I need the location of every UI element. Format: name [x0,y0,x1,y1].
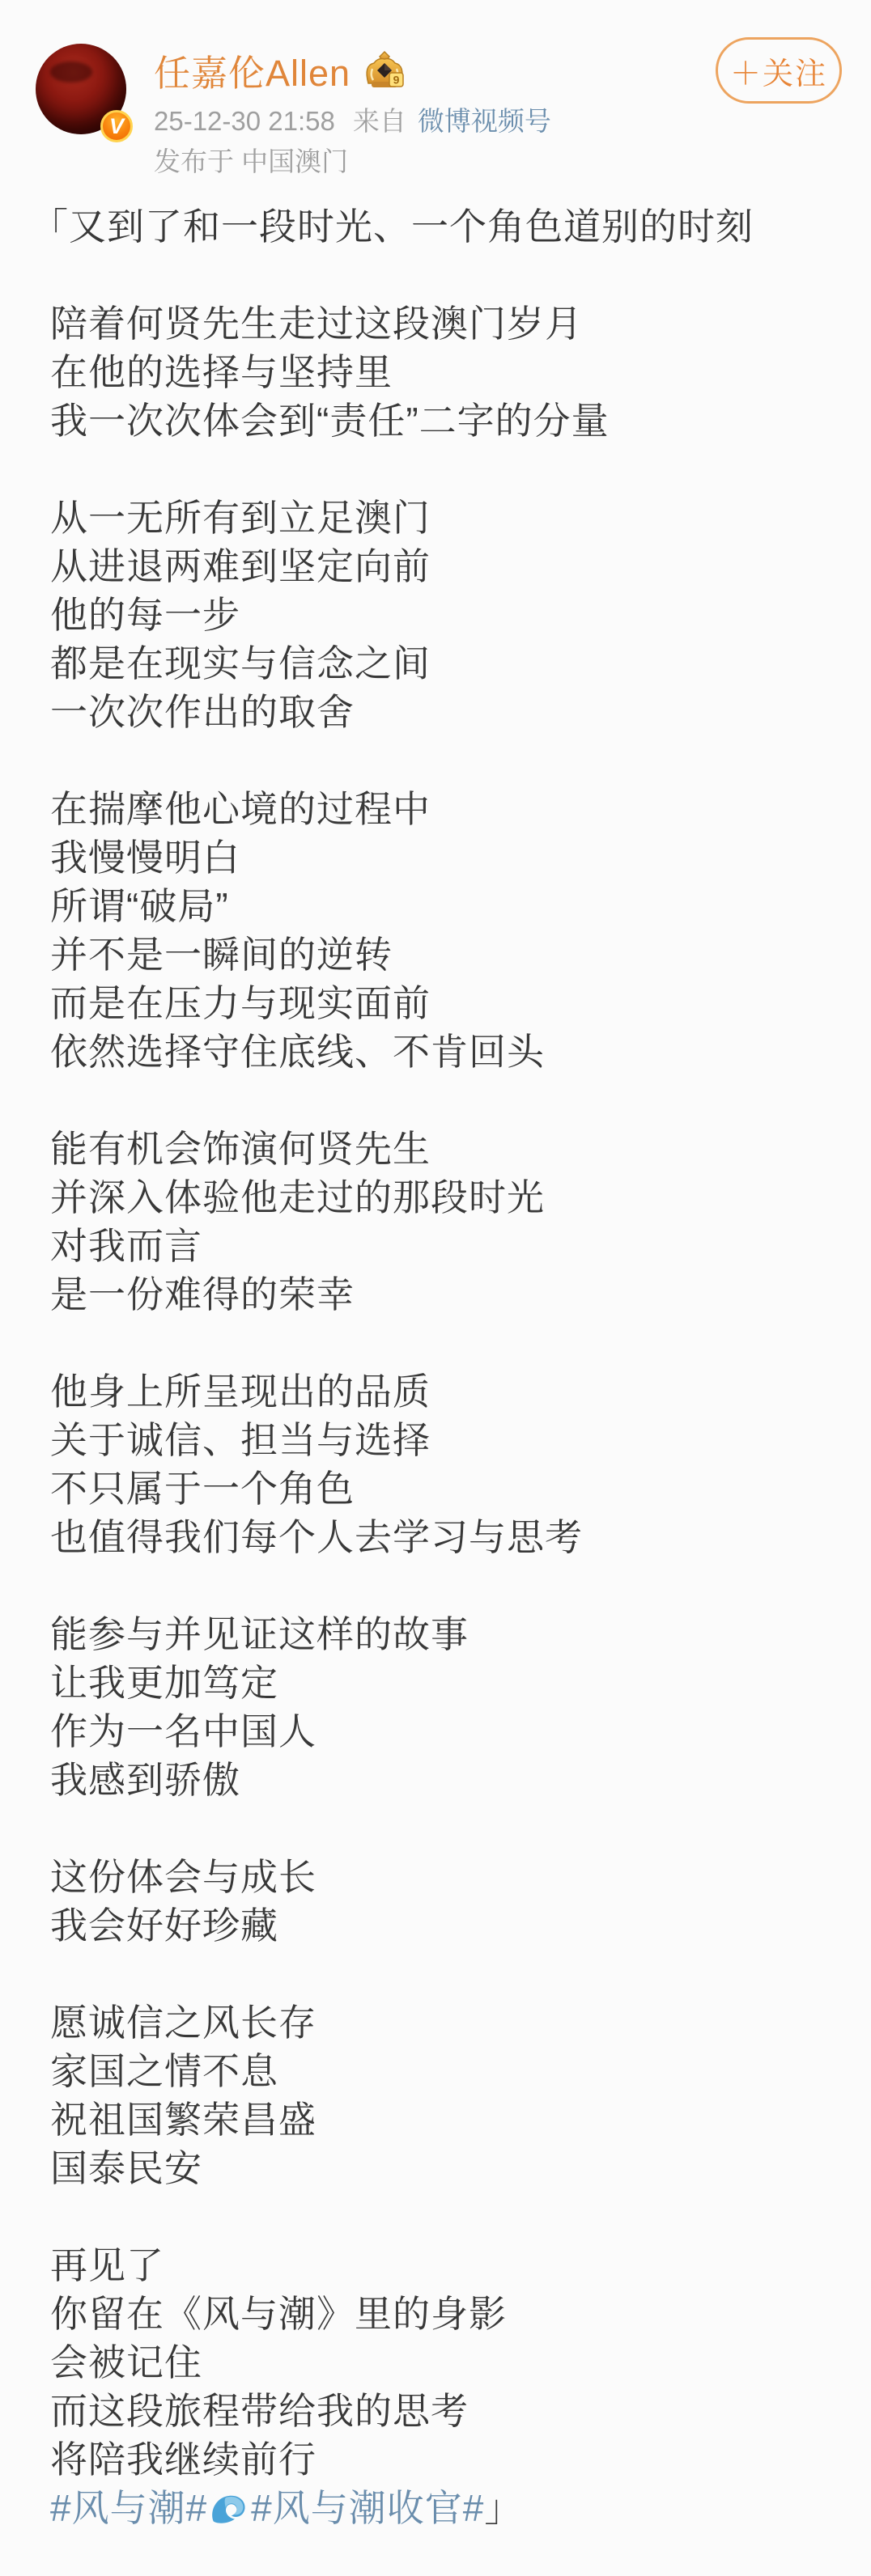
post-line: 我会好好珍藏 [50,1904,278,1947]
post-meta [154,100,551,138]
post-line: 从进退两难到坚定向前 [50,545,431,587]
post-line: 所谓“破局” [50,885,229,927]
post-line: 家国之情不息 [50,2050,278,2092]
post-line: 陪着何贤先生走过这段澳门岁月 [50,303,583,345]
post-line: 你留在《风与潮》里的身影 [50,2293,507,2335]
post-line: 让我更加笃定 [50,1662,278,1704]
post-hashtag-line [50,2484,842,2539]
post-paragraph [50,1125,842,1319]
timestamp: 25-12-30 21:58 [154,106,335,136]
post-line: 关于诚信、担当与选择 [50,1419,431,1461]
post-paragraph [50,2241,842,2539]
post-line: 是一份难得的荣幸 [50,1273,355,1316]
post-line: 国泰民安 [50,2147,202,2189]
post-paragraph [50,494,842,736]
post-line: 他身上所呈现出的品质 [50,1371,431,1413]
post-line: 也值得我们每个人去学习与思考 [50,1516,583,1558]
post-header [0,0,871,186]
vip-level: 9 [393,73,400,86]
post-paragraph [31,202,842,251]
location-label: 发布于 中国澳门 [154,146,349,176]
post-line: 在揣摩他心境的过程中 [50,788,431,830]
post-line: 将陪我继续前行 [50,2438,317,2481]
avatar[interactable] [36,44,126,138]
verified-v-icon [100,110,133,142]
post-paragraph [50,1610,842,1804]
post-text [0,186,871,2539]
post-line: 能参与并见证这样的故事 [50,1613,469,1655]
post-line: 祝祖国繁荣昌盛 [50,2099,317,2141]
post-line: 会被记住 [50,2341,202,2383]
post-line: 能有机会饰演何贤先生 [50,1128,431,1170]
post-line: 再见了 [50,2244,164,2286]
post-line: 作为一名中国人 [50,1710,317,1752]
post-line: 我慢慢明白 [50,837,240,879]
closing-bracket: 」 [484,2487,523,2529]
vip-crown-icon [362,49,407,91]
post-paragraph [50,1998,842,2193]
hashtag-link[interactable]: #风与潮收官# [251,2487,485,2529]
post-line: 一次次作出的取舍 [50,691,355,733]
source-prefix: 来自 [352,106,406,136]
verified-letter: V [108,113,124,138]
wave-emoji [209,2490,249,2539]
post-line: 而是在压力与现实面前 [50,982,431,1024]
hashtag-link[interactable]: #风与潮# [50,2487,208,2529]
post-line: 我一次次体会到“责任”二字的分量 [50,400,610,442]
post-paragraph [50,1367,842,1561]
post-line: 都是在现实与信念之间 [50,642,431,684]
post-line: 「又到了和一段时光、一个角色道别的时刻 [31,205,754,248]
post-line: 并不是一瞬间的逆转 [50,934,393,976]
source-link[interactable]: 微博视频号 [417,106,551,136]
post-line: 这份体会与成长 [50,1856,317,1898]
post-line: 对我而言 [50,1225,202,1267]
post-line: 他的每一步 [50,594,240,636]
post-line: 我感到骄傲 [50,1759,240,1801]
post-line: 并深入体验他走过的那段时光 [50,1176,545,1218]
post-paragraph [50,1853,842,1950]
post-line: 从一无所有到立足澳门 [50,497,431,539]
username[interactable]: 任嘉伦Allen [154,53,351,94]
post-line: 在他的选择与坚持里 [50,351,393,393]
post-line: 而这段旅程带给我的思考 [50,2390,469,2432]
post-line: 不只属于一个角色 [50,1468,355,1510]
follow-button[interactable]: ＋关注 [716,37,842,104]
post-line: 依然选择守住底线、不肯回头 [50,1031,545,1073]
post-paragraph [50,785,842,1076]
post-paragraph [50,299,842,445]
post-line: 愿诚信之风长存 [50,2002,317,2044]
